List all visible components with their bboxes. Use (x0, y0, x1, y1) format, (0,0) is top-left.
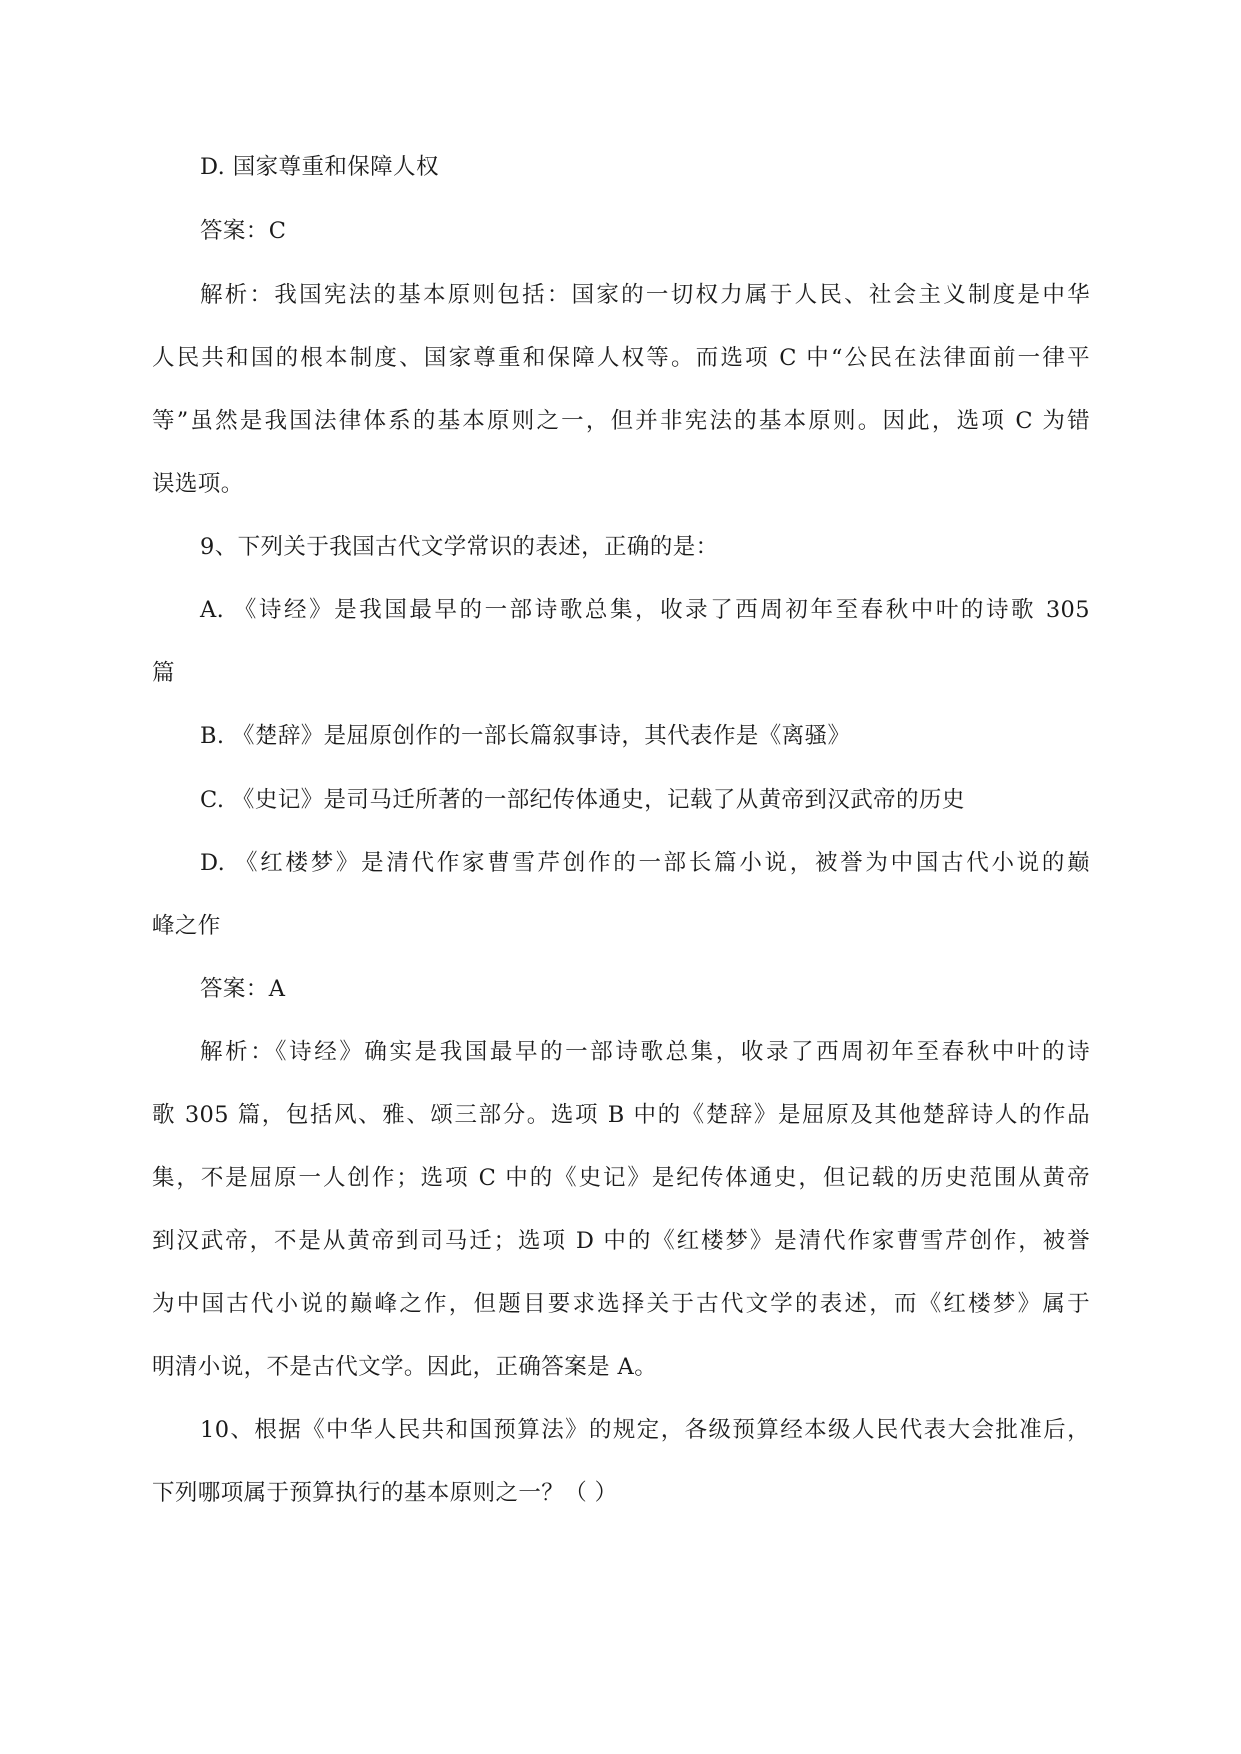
q9-option-a-line-1: A. 《诗经》是我国最早的一部诗歌总集，收录了西周初年至春秋中叶的诗歌 305 (200, 597, 1090, 623)
q9-analysis-line-4: 到汉武帝，不是从黄帝到司马迁；选项 D 中的《红楼梦》是清代作家曹雪芹创作，被誉 (152, 1228, 1090, 1254)
q8-analysis-line-1: 解析：我国宪法的基本原则包括：国家的一切权力属于人民、社会主义制度是中华 (200, 282, 1090, 308)
q9-option-d-line-1: D. 《红楼梦》是清代作家曹雪芹创作的一部长篇小说，被誉为中国古代小说的巅 (200, 850, 1090, 876)
q9-analysis-line-6: 明清小说，不是古代文学。因此，正确答案是 A。 (152, 1354, 658, 1380)
q8-answer: 答案：C (200, 218, 287, 244)
q9-option-c: C. 《史记》是司马迁所著的一部纪传体通史，记载了从黄帝到汉武帝的历史 (200, 787, 965, 813)
q8-analysis-line-4: 误选项。 (152, 471, 244, 497)
q10-question-line-2: 下列哪项属于预算执行的基本原则之一？（ ） (152, 1480, 618, 1506)
q9-answer: 答案：A (200, 976, 286, 1002)
q8-analysis-line-2: 人民共和国的根本制度、国家尊重和保障人权等。而选项 C 中“公民在法律面前一律平 (152, 345, 1090, 371)
q8-analysis-line-3: 等”虽然是我国法律体系的基本原则之一，但并非宪法的基本原则。因此，选项 C 为错 (152, 408, 1090, 434)
q9-question: 9、下列关于我国古代文学常识的表述，正确的是： (200, 534, 719, 560)
q9-analysis-line-5: 为中国古代小说的巅峰之作，但题目要求选择关于古代文学的表述，而《红楼梦》属于 (152, 1291, 1090, 1317)
q9-analysis-line-3: 集，不是屈原一人创作；选项 C 中的《史记》是纪传体通史，但记载的历史范围从黄帝 (152, 1165, 1090, 1191)
q8-option-d: D. 国家尊重和保障人权 (200, 154, 439, 180)
q9-analysis-line-2: 歌 305 篇，包括风、雅、颂三部分。选项 B 中的《楚辞》是屈原及其他楚辞诗人的作品 (152, 1102, 1090, 1128)
q9-analysis-line-1: 解析：《诗经》确实是我国最早的一部诗歌总集，收录了西周初年至春秋中叶的诗 (200, 1039, 1090, 1065)
q10-question-line-1: 10、根据《中华人民共和国预算法》的规定，各级预算经本级人民代表大会批准后， (200, 1417, 1090, 1443)
q9-option-a-line-2: 篇 (152, 660, 175, 686)
q9-option-b: B. 《楚辞》是屈原创作的一部长篇叙事诗，其代表作是《离骚》 (200, 723, 851, 749)
q9-option-d-line-2: 峰之作 (152, 913, 221, 939)
